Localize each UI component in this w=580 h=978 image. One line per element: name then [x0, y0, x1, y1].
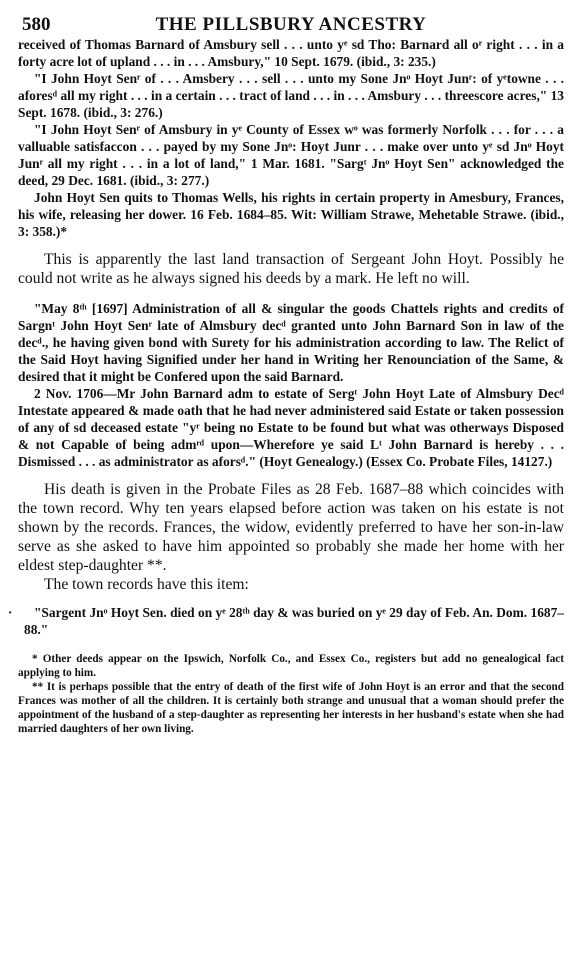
- margin-mark: ·: [8, 605, 13, 620]
- narrative-block-1: [18, 250, 564, 288]
- running-head-title: THE PILLSBURY ANCESTRY: [155, 14, 427, 35]
- body-paragraph: His death is given in the Probate Files as 28 Feb. 1687–88 which coincides with the town record. Why ten years elapsed before action was taken on his estate is not shown by the records. Frances, the widow, evidently preferred to have her son-in-law serve as she asked to have him appointed so probably she made her home with her eldest step-daughter **.: [18, 481, 564, 574]
- town-record-quote: [8, 604, 564, 638]
- footnote: ** It is perhaps possible that the entry of death of the first wife of John Hoyt is an error and that the second Frances was mother of all the children. It is certainly both strange and unusual that a woman should prefer the appointment of the husband of a step-daughter as representing her interests in her husband's estate when she had married daughters of her own living.: [18, 681, 564, 735]
- quote-paragraph: "May 8ᵗʰ [1697] Administration of all & singular the goods Chattels rights and credits of Sargnᵗ John Hoyt Senʳ late of Almsbury decᵈ granted unto John Barnard Son in law of the decᵈ., he having given bond with Surety for his administration according to law. The Relict of the Said Hoyt having Signified under her hand in Writing her Renounciation of the Same, & desired that it might be Confered upon the said Barnard.: [18, 301, 564, 384]
- quote-paragraph: 2 Nov. 1706—Mr John Barnard adm to estate of Sergᵗ John Hoyt Late of Almsbury Decᵈ Intestate appeared & made oath that he had never administered said Estate or taken possession of any of sd deceased estate "yʳ being no Estate to be found but what was otherways Disposed & not Capable of being admʳᵈ upon—Wherefore ye said Lᵗ John Barnard is hereby . . . Dismissed . . . as administrator as aforsᵈ." (Hoyt Genealogy.) (Essex Co. Probate Files, 14127.): [18, 386, 564, 469]
- quote-paragraph: "I John Hoyt Senʳ of . . . Amsbery . . . sell . . . unto my Sone Jnᵒ Hoyt Junʳ: of yᵉtowne . . . aforesᵈ all my right . . . in a certain . . . tract of land . . . in . . . Amsbury . . . threescore acres," 13 Sept. 1678. (ibid., 3: 276.): [18, 71, 564, 120]
- quote-paragraph: received of Thomas Barnard of Amsbury sell . . . unto yᵉ sd Tho: Barnard all oʳ right . . . in a forty acre lot of upland . . . in . . . Amsbury," 10 Sept. 1679. (ibid., 3: 235.): [18, 37, 564, 69]
- page-header: [18, 10, 564, 36]
- body-paragraph: This is apparently the last land transaction of Sergeant John Hoyt. Possibly he could not write as he always signed his deeds by a mark. He left no will.: [18, 251, 564, 287]
- quote-paragraph: "Sargent Jnᵒ Hoyt Sen. died on yᵉ 28ᵗʰ day & was buried on yᵉ 29 day of Feb. An. Dom. 1687–88.": [24, 605, 564, 637]
- footnotes: [18, 652, 564, 736]
- probate-quotations: [18, 300, 564, 470]
- quote-paragraph: "I John Hoyt Senʳ of Amsbury in yᵉ County of Essex wᵒ was formerly Norfolk . . . for . . . a valluable satisfaccon . . . payed by my Sone Jnᵒ: Hoyt Junr . . . make over unto yᵉ sd Jnᵒ Hoyt Junʳ all my right . . . in a lot of land," 1 Mar. 1681. "Sargᵗ Jnᵒ Hoyt Sen" acknowledged the deed, 29 Dec. 1681. (ibid., 3: 277.): [18, 122, 564, 188]
- quote-paragraph: John Hoyt Sen quits to Thomas Wells, his rights in certain property in Amesbury, Frances, his wife, releasing her dower. 16 Feb. 1684–85. Wit: William Strawe, Mehetable Strawe. (ibid., 3: 358.)*: [18, 190, 564, 239]
- narrative-block-2: [18, 480, 564, 594]
- body-paragraph: The town records have this item:: [44, 576, 249, 593]
- deed-quotations: [18, 36, 564, 240]
- footnote: * Other deeds appear on the Ipswich, Norfolk Co., and Essex Co., registers but add no genealogical fact applying to him.: [18, 653, 564, 679]
- page-number: 580: [22, 14, 51, 35]
